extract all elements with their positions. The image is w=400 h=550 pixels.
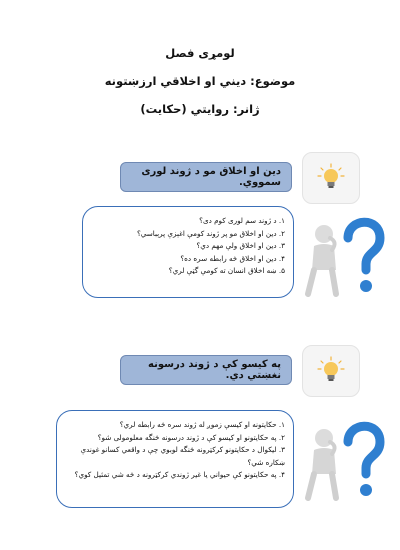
lightbulb-icon bbox=[317, 356, 345, 386]
list-item: ۳. ليکوال د حکايتونو کرکټرونه څنگه لوبوي چې د واقعي کسانو غوندې bbox=[80, 445, 285, 455]
section1-banner bbox=[120, 162, 292, 192]
list-item: ۱. د ژوند سم لوری کوم دی؟ bbox=[199, 216, 285, 225]
section1-question-list bbox=[93, 215, 285, 278]
genre-line: ژانر: روايتي (حکايت) bbox=[140, 102, 260, 116]
lesson-title: لومړی فصل bbox=[165, 46, 235, 60]
list-item: ۱. حکايتونه او کيسې زموږ له ژوند سره څه رابطه لري؟ bbox=[119, 420, 285, 429]
list-item: ۴. دين او اخلاق څه رابطه سره ده؟ bbox=[180, 253, 285, 263]
section2-question-box bbox=[56, 410, 294, 508]
section1-title: دين او اخلاق مو د ژوند لورى سمووي. bbox=[141, 166, 281, 188]
list-item: ۳. دين او اخلاق ولې مهم دي؟ bbox=[196, 241, 285, 251]
section2-title: په کيسو کې د ژوند درسونه نغښتي دي. bbox=[148, 359, 281, 381]
section2-question-list bbox=[67, 419, 285, 482]
list-item: ۵. ښه اخلاق انسان ته کومې گټې لري؟ bbox=[168, 266, 285, 276]
thinking-figure-icon bbox=[296, 208, 388, 298]
topic-line: موضوع: ديني او اخلاقي ارزښتونه bbox=[104, 74, 296, 88]
section1-question-box bbox=[82, 206, 294, 298]
lightbulb-tile-2 bbox=[302, 345, 360, 397]
list-item: ۴. په حکايتونو کې حيواني يا غير ژوندي کرکټرونه د څه شي تمثيل کوي؟ bbox=[74, 470, 285, 480]
lightbulb-icon bbox=[317, 163, 345, 193]
list-item: ۲. په حکايتونو او کيسو کې د ژوند درسونه څنگه معلومولی شو؟ bbox=[97, 432, 285, 442]
list-item: ۲. دين او اخلاق مو پر ژوند کومې اغېزې پرېباسي؟ bbox=[136, 228, 285, 238]
lightbulb-tile-1 bbox=[302, 152, 360, 204]
thinking-figure-icon bbox=[296, 412, 388, 502]
list-item: ښکاره شي؟ bbox=[247, 457, 285, 467]
section2-banner bbox=[120, 355, 292, 385]
